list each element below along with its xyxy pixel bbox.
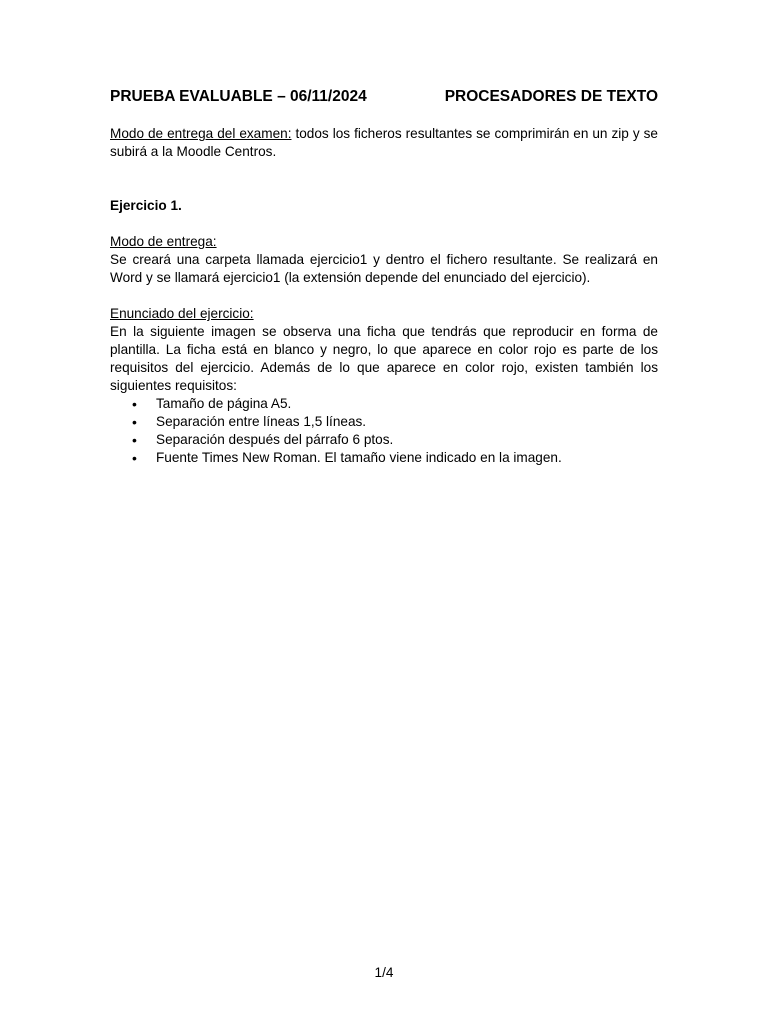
statement-text: En la siguiente imagen se observa una ficha que tendrás que reproducir en forma de plantilla. La ficha está en blanco y negro, lo que aparece en color rojo es parte de los requisitos del ejercicio. Además de lo que aparece en color rojo, existen también los siguientes requisitos: <box>110 324 658 393</box>
bullet-icon: • <box>132 432 137 448</box>
delivery-mode-label: Modo de entrega: <box>110 234 217 249</box>
list-item <box>132 431 658 449</box>
delivery-intro-paragraph <box>110 125 658 161</box>
list-item <box>132 395 658 413</box>
subject-title: PROCESADORES DE TEXTO <box>444 88 658 105</box>
list-item <box>132 413 658 431</box>
delivery-intro-label: Modo de entrega del examen: <box>110 126 292 141</box>
statement-label: Enunciado del ejercicio: <box>110 306 254 321</box>
list-item <box>132 449 658 467</box>
bullet-icon: • <box>132 414 137 430</box>
spacer <box>110 215 658 233</box>
requirement-text: Separación después del párrafo 6 ptos. <box>156 432 394 447</box>
spacer <box>110 287 658 305</box>
exercise-title: Ejercicio 1. <box>110 198 182 213</box>
requirement-text: Fuente Times New Roman. El tamaño viene indicado en la imagen. <box>156 450 562 465</box>
delivery-intro-text: todos los ficheros resultantes se comprimirán en un zip y se subirá a la Moodle Centros. <box>110 126 658 159</box>
exam-title: PRUEBA EVALUABLE – 06/11/2024 <box>110 88 367 105</box>
requirement-text: Tamaño de página A5. <box>156 396 292 411</box>
requirements-list <box>110 395 658 467</box>
page-number: 1/4 <box>374 965 394 980</box>
delivery-mode-text: Se creará una carpeta llamada ejercicio1 y dentro el fichero resultante. Se realizará en Word y se llamará ejercicio1 (la extensión depende del enunciado del ejercicio). <box>110 252 658 285</box>
bullet-icon: • <box>132 396 137 412</box>
spacer <box>110 161 658 197</box>
bullet-icon: • <box>132 450 137 466</box>
requirement-text: Separación entre líneas 1,5 líneas. <box>156 414 367 429</box>
document-header <box>110 86 658 108</box>
document-page <box>110 86 658 467</box>
